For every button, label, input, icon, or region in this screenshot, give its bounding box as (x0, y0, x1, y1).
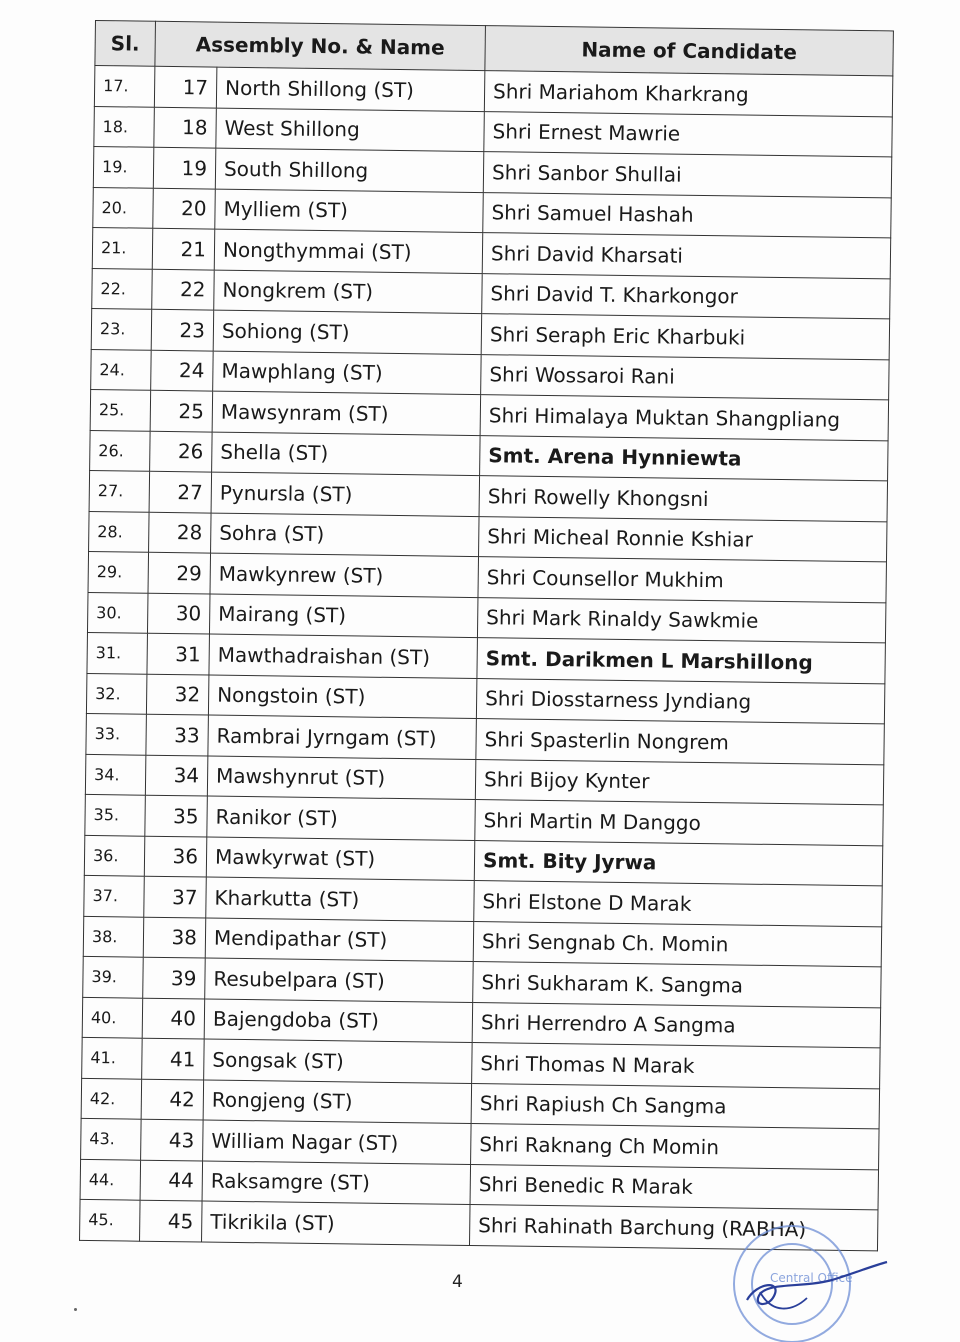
row-assembly-number: 40 (142, 998, 205, 1039)
header-assembly: Assembly No. & Name (155, 21, 486, 70)
row-sl-number: 33. (86, 713, 147, 754)
row-candidate-name: Shri David T. Kharkongor (482, 273, 890, 319)
row-sl-number: 44. (80, 1159, 141, 1200)
row-sl-number: 25. (90, 389, 151, 430)
row-sl-number: 31. (87, 632, 148, 673)
row-candidate-name: Shri Rapiush Ch Sangma (471, 1083, 879, 1129)
row-assembly-number: 38 (143, 917, 206, 958)
row-candidate-name: Shri Himalaya Muktan Shangpliang (480, 395, 888, 441)
row-assembly-name: Mawthadraishan (ST) (209, 634, 478, 678)
row-assembly-number: 21 (152, 228, 215, 269)
row-assembly-number: 35 (145, 795, 208, 836)
row-candidate-name: Shri Seraph Eric Kharbuki (481, 314, 889, 360)
row-candidate-name: Smt. Bity Jyrwa (474, 840, 882, 886)
row-assembly-name: Songsak (ST) (204, 1039, 473, 1083)
row-assembly-name: North Shillong (ST) (216, 67, 485, 111)
row-candidate-name: Shri Sanbor Shullai (483, 152, 891, 198)
row-assembly-number: 34 (145, 755, 208, 796)
page-number: 4 (452, 1272, 463, 1292)
row-sl-number: 27. (89, 470, 150, 511)
row-assembly-number: 24 (151, 350, 214, 391)
row-assembly-name: Kharkutta (ST) (206, 877, 475, 921)
row-sl-number: 43. (81, 1118, 142, 1159)
row-assembly-name: Rongjeng (ST) (203, 1080, 472, 1124)
row-candidate-name: Shri Benedic R Marak (470, 1164, 878, 1210)
row-sl-number: 40. (82, 997, 143, 1038)
row-sl-number: 45. (80, 1199, 141, 1240)
candidate-list-sheet (79, 20, 893, 1251)
row-candidate-name: Shri David Kharsati (482, 233, 890, 279)
table-body (80, 66, 893, 1251)
row-assembly-number: 26 (150, 431, 213, 472)
row-assembly-name: Ranikor (ST) (207, 796, 476, 840)
row-candidate-name: Shri Mariahom Kharkrang (484, 71, 892, 117)
header-sl: Sl. (95, 21, 156, 67)
row-candidate-name: Shri Raknang Ch Momin (471, 1124, 879, 1170)
row-assembly-name: Nongthymmai (ST) (214, 229, 483, 273)
row-assembly-name: Pynursla (ST) (211, 472, 480, 516)
row-sl-number: 36. (84, 835, 145, 876)
row-assembly-name: Sohiong (ST) (213, 310, 482, 354)
row-assembly-number: 44 (140, 1160, 203, 1201)
row-candidate-name: Shri Micheal Ronnie Kshiar (479, 516, 887, 562)
row-sl-number: 26. (90, 430, 151, 471)
row-candidate-name: Shri Rahinath Barchung (RABHA) (470, 1205, 878, 1251)
row-assembly-name: Nongkrem (ST) (214, 270, 483, 314)
row-candidate-name: Shri Elstone D Marak (474, 881, 882, 927)
row-sl-number: 19. (93, 146, 154, 187)
row-assembly-number: 41 (142, 1038, 205, 1079)
row-assembly-number: 32 (146, 674, 209, 715)
row-candidate-name: Shri Rowelly Khongsni (479, 476, 887, 522)
row-assembly-name: Tikrikila (ST) (202, 1201, 471, 1245)
row-sl-number: 21. (92, 227, 153, 268)
row-sl-number: 41. (82, 1037, 143, 1078)
row-assembly-number: 27 (149, 471, 212, 512)
row-assembly-name: Rambrai Jyrngam (ST) (208, 715, 477, 759)
candidate-table (79, 20, 894, 1251)
row-assembly-name: West Shillong (216, 108, 485, 152)
row-sl-number: 24. (91, 349, 152, 390)
row-sl-number: 20. (93, 187, 154, 228)
row-assembly-name: Raksamgre (ST) (202, 1161, 471, 1205)
row-candidate-name: Shri Sengnab Ch. Momin (473, 921, 881, 967)
row-assembly-number: 18 (154, 107, 217, 148)
row-candidate-name: Smt. Darikmen L Marshillong (477, 638, 885, 684)
row-candidate-name: Shri Samuel Hashah (483, 192, 891, 238)
row-assembly-name: Mawsynram (ST) (212, 391, 481, 435)
row-assembly-name: Sohra (ST) (211, 513, 480, 557)
row-assembly-number: 39 (143, 957, 206, 998)
row-assembly-number: 37 (144, 876, 207, 917)
row-candidate-name: Shri Spasterlin Nongrem (476, 719, 884, 765)
row-assembly-name: Mawkynrew (ST) (210, 553, 479, 597)
row-candidate-name: Shri Thomas N Marak (472, 1043, 880, 1089)
row-assembly-number: 23 (151, 309, 214, 350)
row-sl-number: 34. (85, 754, 146, 795)
row-candidate-name: Shri Bijoy Kynter (475, 759, 883, 805)
row-sl-number: 28. (89, 511, 150, 552)
row-assembly-number: 43 (141, 1119, 204, 1160)
row-assembly-name: Shella (ST) (212, 432, 481, 476)
row-sl-number: 39. (83, 956, 144, 997)
row-assembly-number: 33 (146, 714, 209, 755)
row-assembly-number: 36 (144, 836, 207, 877)
row-sl-number: 35. (85, 794, 146, 835)
row-assembly-number: 29 (148, 552, 211, 593)
row-assembly-name: South Shillong (215, 148, 484, 192)
row-sl-number: 38. (83, 916, 144, 957)
row-assembly-name: Mylliem (ST) (215, 189, 484, 233)
row-candidate-name: Shri Mark Rinaldy Sawkmie (477, 597, 885, 643)
row-candidate-name: Shri Martin M Danggo (475, 800, 883, 846)
row-sl-number: 17. (94, 66, 155, 107)
row-assembly-name: Mawkyrwat (ST) (206, 837, 475, 881)
row-assembly-number: 45 (140, 1200, 203, 1241)
row-candidate-name: Smt. Arena Hynniewta (480, 435, 888, 481)
row-sl-number: 30. (87, 592, 148, 633)
row-sl-number: 32. (86, 673, 147, 714)
row-candidate-name: Shri Ernest Mawrie (484, 111, 892, 157)
row-assembly-name: Mendipathar (ST) (205, 918, 474, 962)
stamp-text: Central Office (770, 1271, 853, 1285)
row-assembly-name: Resubelpara (ST) (205, 958, 474, 1002)
row-assembly-number: 22 (152, 269, 215, 310)
row-assembly-name: Bajengdoba (ST) (204, 999, 473, 1043)
row-sl-number: 23. (91, 308, 152, 349)
office-stamp-icon (712, 1222, 892, 1342)
row-assembly-number: 30 (147, 593, 210, 634)
row-sl-number: 22. (92, 268, 153, 309)
row-assembly-name: Mawshynrut (ST) (207, 756, 476, 800)
row-sl-number: 29. (88, 551, 149, 592)
row-candidate-name: Shri Wossaroi Rani (481, 354, 889, 400)
row-assembly-name: Mairang (ST) (209, 594, 478, 638)
row-assembly-number: 28 (149, 512, 212, 553)
row-assembly-number: 19 (153, 147, 216, 188)
row-assembly-number: 20 (153, 188, 216, 229)
row-assembly-name: Mawphlang (ST) (213, 351, 482, 395)
row-sl-number: 42. (81, 1078, 142, 1119)
row-assembly-number: 42 (141, 1079, 204, 1120)
row-sl-number: 37. (84, 875, 145, 916)
row-candidate-name: Shri Sukharam K. Sangma (473, 962, 881, 1008)
row-assembly-number: 17 (154, 66, 217, 107)
scan-speck (74, 1308, 77, 1311)
row-candidate-name: Shri Counsellor Mukhim (478, 557, 886, 603)
row-candidate-name: Shri Herrendro A Sangma (472, 1002, 880, 1048)
row-assembly-name: Nongstoin (ST) (208, 675, 477, 719)
row-sl-number: 18. (94, 106, 155, 147)
row-assembly-number: 25 (150, 390, 213, 431)
row-assembly-number: 31 (147, 633, 210, 674)
row-assembly-name: William Nagar (ST) (203, 1120, 472, 1164)
header-candidate: Name of Candidate (485, 26, 894, 76)
row-candidate-name: Shri Diosstarness Jyndiang (476, 678, 884, 724)
